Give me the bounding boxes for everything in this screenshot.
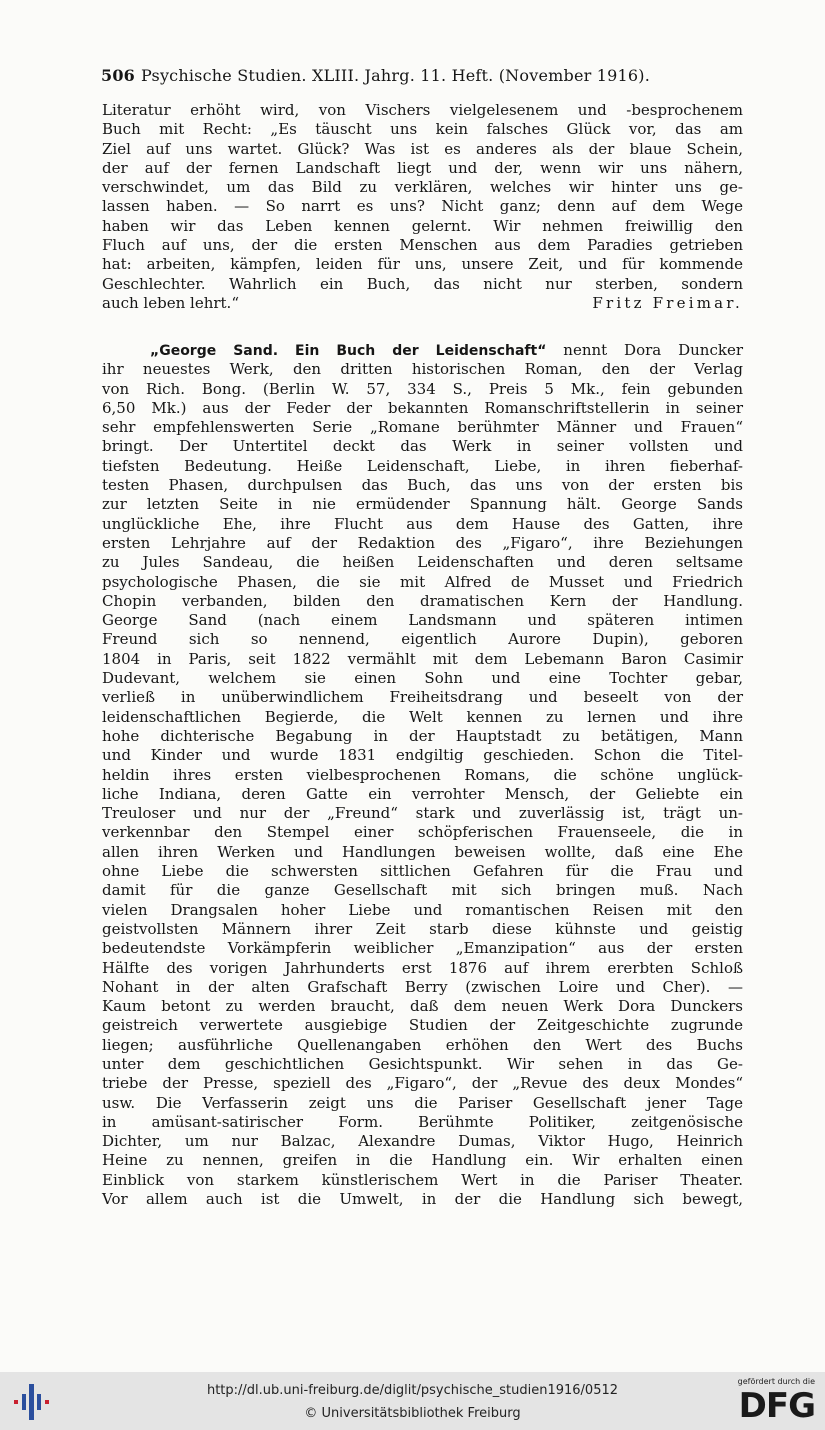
- text-line: allen ihren Werken und Handlungen beweisen wollte, daß eine Ehe: [102, 842, 743, 861]
- text-line: Kaum betont zu werden braucht, daß dem neuen Werk Dora Dunckers: [102, 997, 743, 1016]
- running-title: Psychische Studien. XLIII. Jahrg. 11. Heft. (November 1916).: [141, 66, 650, 85]
- text-line: testen Phasen, durchpulsen das Buch, das uns von der ersten bis: [102, 476, 743, 495]
- text-line: Chopin verbanden, bilden den dramatischen Kern der Handlung.: [102, 591, 743, 610]
- dfg-logo-text: DFG: [738, 1386, 815, 1426]
- paragraph-lead-line: [102, 341, 743, 360]
- text-line: triebe der Presse, speziell des „Figaro“, der „Revue des deux Mondes“: [102, 1074, 743, 1093]
- text-line: Treuloser und nur der „Freund“ stark und zuverlässig ist, trägt un-: [102, 804, 743, 823]
- text-line: zur letzten Seite in nie ermüdender Spannung hält. George Sands: [102, 495, 743, 514]
- dfg-logo[interactable]: [723, 1377, 815, 1427]
- text-line: verließ in unüberwindlichem Freiheitsdrang und beseelt von der: [102, 688, 743, 707]
- text-line: Nohant in der alten Grafschaft Berry (zwischen Loire und Cher). —: [102, 977, 743, 996]
- text-line: Geschlechter. Wahrlich ein Buch, das nicht nur sterben, sondern: [102, 274, 743, 293]
- text-line: psychologische Phasen, die sie mit Alfred de Musset und Friedrich: [102, 572, 743, 591]
- text-line: Buch mit Recht: „Es täuscht uns kein falsches Glück vor, das am: [102, 120, 743, 139]
- text-line: geistvollsten Männern ihrer Zeit starb diese kühnste und geistig: [102, 919, 743, 938]
- text-line: verkennbar den Stempel einer schöpferischen Frauenseele, die in: [102, 823, 743, 842]
- text-line: der auf der fernen Landschaft liegt und der, wenn wir uns nähern,: [102, 158, 743, 177]
- text-line: lassen haben. — So narrt es uns? Nicht ganz; denn auf dem Wege: [102, 197, 743, 216]
- text-line: Literatur erhöht wird, von Vischers vielgelesenem und -besprochenem: [102, 101, 743, 119]
- text-line: Hälfte des vorigen Jahrhunderts erst 1876 auf ihrem ererbten Schloß: [102, 958, 743, 977]
- text-line: geistreich verwertete ausgiebige Studien der Zeitgeschichte zugrunde: [102, 1016, 743, 1035]
- text-line: von Rich. Bong. (Berlin W. 57, 334 S., Preis 5 Mk., fein gebunden: [102, 379, 743, 398]
- text-line: tiefsten Bedeutung. Heiße Leidenschaft, Liebe, in ihren fieberhaf-: [102, 456, 743, 475]
- text-line: 6,50 Mk.) aus der Feder der bekannten Romanschriftstellerin in seiner: [102, 398, 743, 417]
- text-line: hohe dichterische Begabung in der Hauptstadt zu betätigen, Mann: [102, 726, 743, 745]
- page-number: 506: [101, 66, 135, 85]
- text-line: leidenschaftlichen Begierde, die Welt kennen zu lernen und ihre: [102, 707, 743, 726]
- text-line: sehr empfehlenswerten Serie „Romane berühmter Männer und Frauen“: [102, 418, 743, 437]
- text-line: Dichter, um nur Balzac, Alexandre Dumas, Viktor Hugo, Heinrich: [102, 1132, 743, 1151]
- text-line: hat: arbeiten, kämpfen, leiden für uns, unsere Zeit, und für kommende: [102, 255, 743, 274]
- text-line: ihr neuestes Werk, den dritten historischen Roman, den der Verlag: [102, 360, 743, 379]
- text-line: Vor allem auch ist die Umwelt, in der die Handlung sich bewegt,: [102, 1190, 743, 1209]
- book-title-bold: „George Sand. Ein Buch der Leidenschaft“: [150, 343, 547, 359]
- text-line: in amüsant-satirischer Form. Berühmte Politiker, zeitgenösische: [102, 1112, 743, 1131]
- text-line: Dudevant, welchem sie einen Sohn und eine Tochter gebar,: [102, 669, 743, 688]
- author-signature: Fritz Freimar.: [592, 293, 743, 312]
- text-line: verschwindet, um das Bild zu verklären, welches wir hinter uns ge-: [102, 178, 743, 197]
- text-line: George Sand (nach einem Landsmann und späteren intimen: [102, 611, 743, 630]
- source-url-link[interactable]: http://dl.ub.uni-freiburg.de/diglit/psychische_studien1916/0512: [206, 1383, 619, 1398]
- text-line: heldin ihres ersten vielbesprochenen Romans, die schöne unglück-: [102, 765, 743, 784]
- text-line: Ziel auf uns wartet. Glück? Was ist es anderes als der blaue Schein,: [102, 139, 743, 158]
- text-line: damit für die ganze Gesellschaft mit sich bringen muß. Nach: [102, 881, 743, 900]
- review-paragraph-2: [102, 341, 743, 1209]
- text-line: vielen Drangsalen hoher Liebe und romantischen Reisen mit den: [102, 900, 743, 919]
- lead-line-rest: nennt Dora Duncker: [546, 341, 743, 359]
- text-line: liegen; ausführliche Quellenangaben erhöhen den Wert des Buchs: [102, 1035, 743, 1054]
- text-line: unter dem geschichtlichen Gesichtspunkt. Wir sehen in das Ge-: [102, 1054, 743, 1073]
- dfg-caption: gefördert durch die: [737, 1377, 815, 1386]
- copyright-text: © Universitätsbibliothek Freiburg: [304, 1406, 521, 1421]
- text-line: bedeutendste Vorkämpferin weiblicher „Emanzipation“ aus der ersten: [102, 939, 743, 958]
- text-line: haben wir das Leben kennen gelernt. Wir nehmen freiwillig den: [102, 216, 743, 235]
- text-line: 1804 in Paris, seit 1822 vermählt mit dem Lebemann Baron Casimir: [102, 649, 743, 668]
- closing-text: auch leben lehrt.“: [102, 293, 239, 312]
- text-line: ohne Liebe die schwersten sittlichen Gefahren für die Frau und: [102, 862, 743, 881]
- text-line: Heine zu nennen, greifen in die Handlung ein. Wir erhalten einen: [102, 1151, 743, 1170]
- text-line: Einblick von starkem künstlerischem Wert in die Pariser Theater.: [102, 1170, 743, 1189]
- text-line: Freund sich so nennend, eigentlich Aurore Dupin), geboren: [102, 630, 743, 649]
- footer-bar: [0, 1372, 825, 1430]
- text-line: zu Jules Sandeau, die heißen Leidenschaften und deren seltsame: [102, 553, 743, 572]
- text-line: liche Indiana, deren Gatte ein verrohter Mensch, der Geliebte ein: [102, 784, 743, 803]
- text-line: Fluch auf uns, der die ersten Menschen aus dem Paradies getrieben: [102, 236, 743, 255]
- text-line: usw. Die Verfasserin zeigt uns die Pariser Gesellschaft jener Tage: [102, 1093, 743, 1112]
- review-paragraph-1: [102, 101, 743, 313]
- text-line: bringt. Der Untertitel deckt das Werk in seiner vollsten und: [102, 437, 743, 456]
- text-line: unglückliche Ehe, ihre Flucht aus dem Hause des Gatten, ihre: [102, 514, 743, 533]
- signature-line: [102, 294, 743, 313]
- text-line: und Kinder und wurde 1831 endgiltig geschieden. Schon die Titel-: [102, 746, 743, 765]
- page-header: [101, 66, 731, 85]
- text-line: ersten Lehrjahre auf der Redaktion des „Figaro“, ihre Beziehungen: [102, 533, 743, 552]
